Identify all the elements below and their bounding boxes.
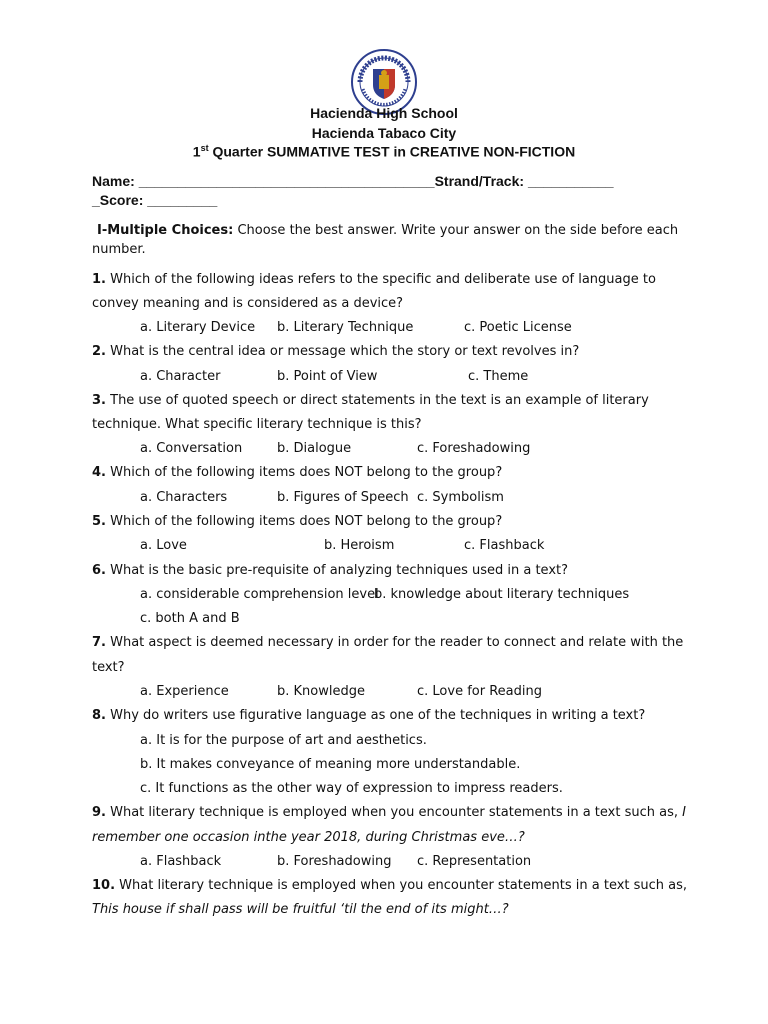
- option-c: c. both A and B: [140, 611, 240, 626]
- question-text: The use of quoted speech or direct statements in the text is an example of literary: [110, 393, 649, 408]
- option-b: b. Point of View: [277, 369, 378, 384]
- question-text: Which of the following items does NOT belong to the group?: [110, 465, 503, 480]
- name-strand-line: [92, 173, 614, 189]
- option-a: a. Characters: [140, 490, 228, 505]
- option-b: b. It makes conveyance of meaning more understandable.: [140, 757, 521, 772]
- school-city: Hacienda Tabaco City: [311, 125, 457, 141]
- question-text: What literary technique is employed when you encounter statements in a text such as,: [110, 805, 678, 820]
- option-b: b. knowledge about literary techniques: [374, 587, 630, 602]
- question-8: [92, 708, 645, 723]
- option-c: c. Flashback: [464, 538, 545, 553]
- question-number: 1.: [92, 272, 106, 287]
- option-a: a. Literary Device: [140, 320, 256, 335]
- option-b: b. Foreshadowing: [277, 854, 392, 869]
- question-text-cont: convey meaning and is considered as a device?: [92, 296, 404, 311]
- score-line: [92, 192, 217, 208]
- instructions-text-2: number.: [92, 242, 146, 257]
- name-label: Name:: [92, 173, 135, 189]
- name-field[interactable]: ______________________________________: [138, 173, 435, 189]
- option-a: a. Character: [140, 369, 221, 384]
- question-6: [92, 563, 568, 578]
- question-text: What aspect is deemed necessary in order for the reader to connect and relate with the: [110, 635, 684, 650]
- option-c: c. Poetic License: [464, 320, 572, 335]
- question-number: 10.: [92, 878, 116, 893]
- question-number: 8.: [92, 708, 106, 723]
- option-b: b. Knowledge: [277, 684, 365, 699]
- option-b: b. Heroism: [324, 538, 395, 553]
- question-number: 9.: [92, 805, 106, 820]
- option-a: a. Love: [140, 538, 187, 553]
- option-b: b. Figures of Speech: [277, 490, 409, 505]
- question-text: Why do writers use figurative language as one of the techniques in writing a text?: [110, 708, 646, 723]
- option-a: a. Experience: [140, 684, 229, 699]
- question-quote: This house if shall pass will be fruitful ‘til the end of its might…?: [92, 902, 509, 917]
- question-9: [92, 805, 686, 820]
- instructions: [97, 223, 678, 238]
- question-3: [92, 393, 649, 408]
- question-1: [92, 272, 656, 287]
- test-title: [0, 143, 768, 160]
- question-7: [92, 635, 683, 650]
- question-5: [92, 514, 502, 529]
- option-a: a. Flashback: [140, 854, 222, 869]
- question-text: What literary technique is employed when you encounter statements in a text such as,: [119, 878, 688, 893]
- question-number: 5.: [92, 514, 106, 529]
- option-a: a. Conversation: [140, 441, 243, 456]
- strand-label: Strand/Track:: [434, 173, 525, 189]
- question-4: [92, 465, 502, 480]
- option-b: b. Literary Technique: [277, 320, 414, 335]
- test-title-text: Quarter SUMMATIVE TEST in CREATIVE NON-FICTION: [212, 143, 576, 160]
- question-2: [92, 344, 579, 359]
- score-field[interactable]: _________: [147, 192, 218, 208]
- question-number: 3.: [92, 393, 106, 408]
- question-text: What is the central idea or message which the story or text revolves in?: [110, 344, 580, 359]
- question-number: 7.: [92, 635, 106, 650]
- option-c: c. Theme: [468, 369, 529, 384]
- question-quote: remember one occasion inthe year 2018, during Christmas eve…?: [92, 830, 525, 845]
- strand-field[interactable]: ___________: [527, 173, 614, 189]
- question-text: Which of the following ideas refers to the specific and deliberate use of language to: [110, 272, 656, 287]
- school-name: Hacienda High School: [310, 105, 458, 121]
- question-quote-start: I: [682, 805, 686, 820]
- option-c: c. Representation: [417, 854, 532, 869]
- question-number: 4.: [92, 465, 106, 480]
- option-c: c. Foreshadowing: [417, 441, 531, 456]
- option-a: a. considerable comprehension level: [140, 587, 379, 602]
- question-number: 6.: [92, 563, 106, 578]
- quarter-ordinal: st: [200, 143, 209, 153]
- question-text: Which of the following items does NOT belong to the group?: [110, 514, 503, 529]
- option-b: b. Dialogue: [277, 441, 352, 456]
- option-c: c. It functions as the other way of expression to impress readers.: [140, 781, 563, 796]
- quarter-number: 1: [192, 143, 201, 160]
- question-text-cont: text?: [92, 660, 125, 675]
- option-c: c. Love for Reading: [417, 684, 542, 699]
- question-10: [92, 878, 687, 893]
- question-text-cont: technique. What specific literary technique is this?: [92, 417, 422, 432]
- option-a: a. It is for the purpose of art and aesthetics.: [140, 733, 427, 748]
- score-label: _Score:: [92, 192, 144, 208]
- question-number: 2.: [92, 344, 106, 359]
- option-c: c. Symbolism: [417, 490, 504, 505]
- question-text: What is the basic pre-requisite of analyzing techniques used in a text?: [110, 563, 569, 578]
- instructions-label: I-Multiple Choices:: [97, 223, 234, 238]
- instructions-text-1: Choose the best answer. Write your answer on the side before each: [237, 223, 679, 238]
